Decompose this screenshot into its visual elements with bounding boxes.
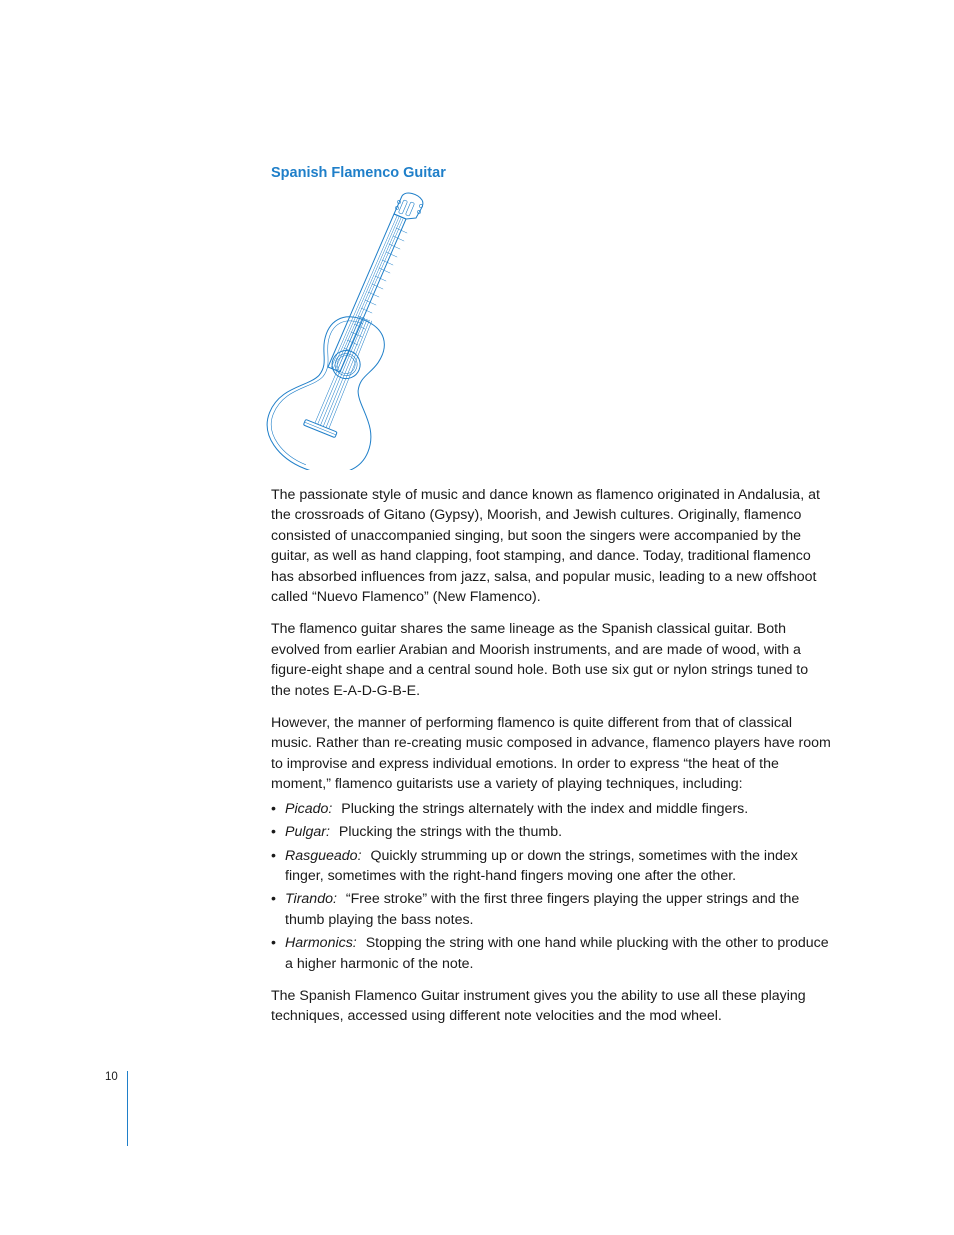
list-item <box>271 889 831 930</box>
paragraph: The flamenco guitar shares the same lineage as the Spanish classical guitar. Both evolved from earlier Arabian and Moorish instruments, and are made of wood, with a figure-eight shape and a central sound hole. Both use six gut or nylon strings tuned to the notes E-A-D-G-B-E. <box>271 621 809 699</box>
list-item <box>271 933 831 974</box>
guitar-illustration <box>266 192 430 470</box>
body-text <box>271 485 831 1039</box>
guitar-neck <box>328 214 407 372</box>
technique-term: Tirando: <box>285 891 337 908</box>
paragraph: The passionate style of music and dance known as flamenco originated in Andalusia, at the crossroads of Gitano (Gypsy), Moorish, and Jewish cultures. Originally, flamenco consisted of unaccompanied singing, but soon the singers were accompanied by the guitar, as well as hand clapping, foot stamping, and dance. Today, traditional flamenco has absorbed influences from jazz, salsa, and popular music, leading to a new offshoot called “Nuevo Flamenco” (New Flamenco). <box>271 487 820 606</box>
section-title: Spanish Flamenco Guitar <box>271 165 446 181</box>
technique-description: Stopping the string with one hand while plucking with the other to produce a higher harmonic of the note. <box>285 935 829 972</box>
guitar-headstock <box>394 193 423 219</box>
list-item <box>271 799 831 819</box>
guitar-body <box>266 298 414 470</box>
technique-term: Rasgueado: <box>285 847 362 864</box>
technique-description: “Free stroke” with the first three fingers playing the upper strings and the thumb playing the bass notes. <box>285 891 800 928</box>
page-rule <box>127 1071 128 1146</box>
technique-term: Harmonics: <box>285 935 357 952</box>
technique-description: Quickly strumming up or down the strings, sometimes with the index finger, sometimes with the right-hand fingers moving one after the other. <box>285 847 798 884</box>
list-item <box>271 822 831 842</box>
paragraph: However, the manner of performing flamenco is quite different from that of classical music. Rather than re-creating music composed in advance, flamenco players have room to improvise and express individual emotions. In order to express “the heat of the moment,” flamenco guitarists use a variety of playing techniques, including: <box>271 715 831 793</box>
page-number: 10 <box>105 1071 118 1083</box>
bullet-icon: • <box>271 800 276 817</box>
list-item <box>271 846 831 887</box>
technique-term: Picado: <box>285 800 333 817</box>
bullet-icon: • <box>271 847 276 864</box>
closing-paragraph: The Spanish Flamenco Guitar instrument gives you the ability to use all these playing techniques, accessed using different note velocities and the mod wheel. <box>271 987 806 1025</box>
technique-description: Plucking the strings alternately with the index and middle fingers. <box>341 800 749 817</box>
technique-list <box>271 799 831 974</box>
technique-term: Pulgar: <box>285 824 330 841</box>
bullet-icon: • <box>271 824 276 841</box>
bullet-icon: • <box>271 891 276 908</box>
bullet-icon: • <box>271 935 276 952</box>
technique-description: Plucking the strings with the thumb. <box>338 824 563 841</box>
